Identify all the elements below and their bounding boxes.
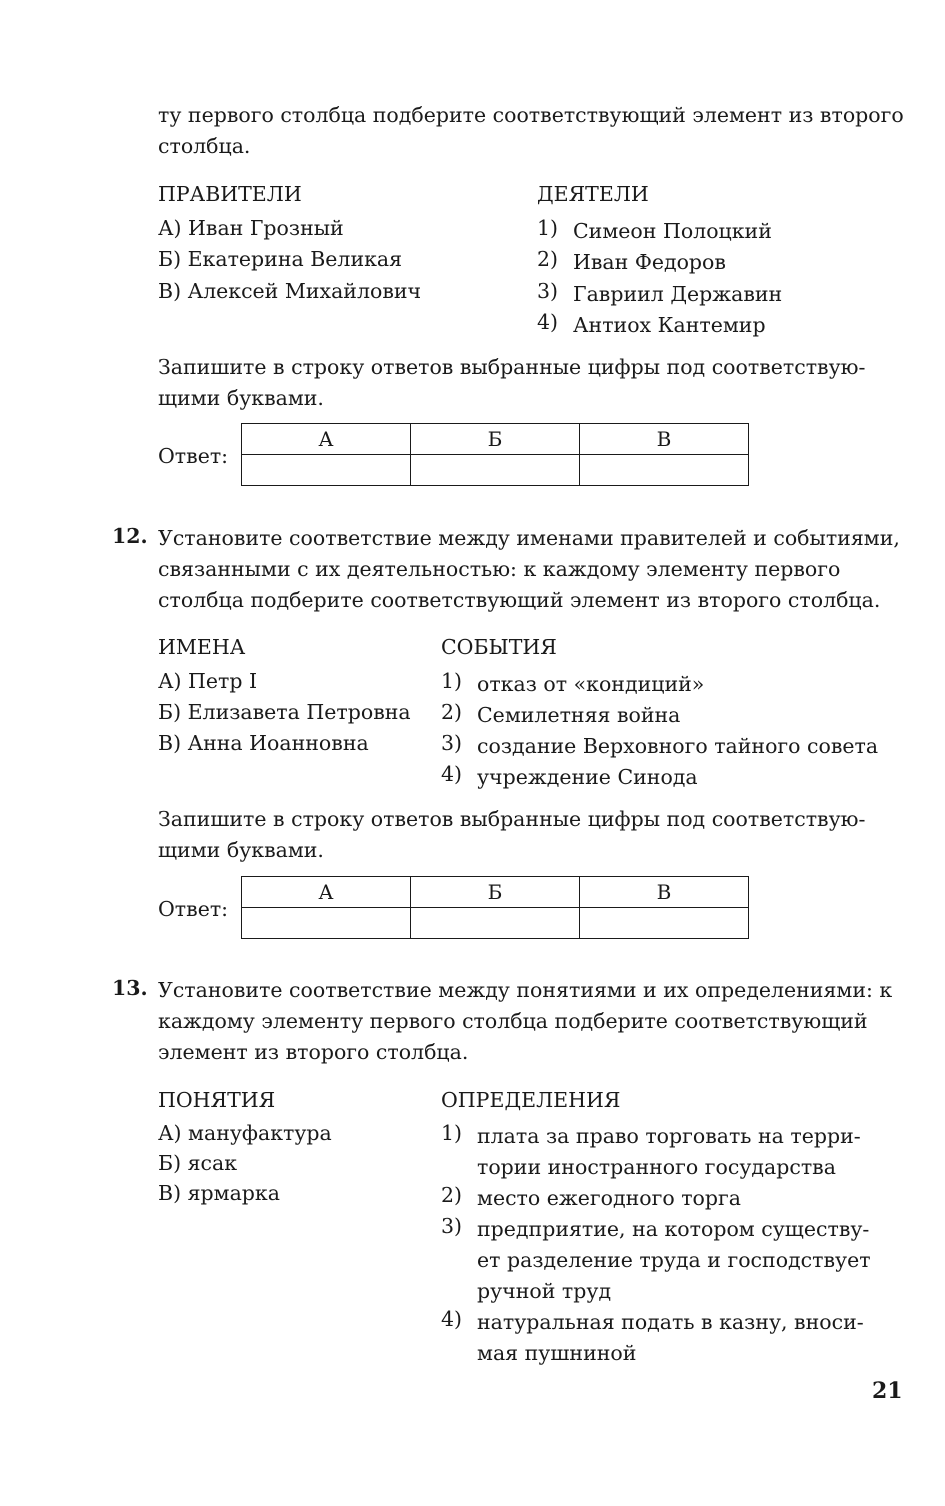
answer-col-header: Б <box>411 877 580 908</box>
q12-text <box>158 523 906 616</box>
answer-cell-c[interactable] <box>579 908 748 939</box>
item-number: 1) <box>441 669 463 693</box>
item-number: 2) <box>441 1183 463 1207</box>
q12-answer-table <box>241 876 749 939</box>
answer-col-header: А <box>242 424 411 455</box>
item-number: 3) <box>537 279 559 303</box>
answer-cell-b[interactable] <box>411 908 580 939</box>
q11-answer-label: Ответ: <box>158 444 229 468</box>
instruction-line2: щими буквами. <box>158 838 324 862</box>
q12-left-item: В) Анна Иоанновна <box>158 731 369 755</box>
answer-col-header: Б <box>411 424 580 455</box>
item-text-line: плата за право торговать на терри- <box>477 1124 861 1148</box>
item-text-line: тории иностранного государства <box>477 1155 836 1179</box>
q12-text-line1: Установите соответствие между именами правителей и событиями, <box>158 526 900 550</box>
item-number: 1) <box>537 216 559 240</box>
item-number: 3) <box>441 731 463 755</box>
answer-col-header: В <box>579 877 748 908</box>
item-text-line: ет разделение труда и господствует <box>477 1248 871 1272</box>
q11-intro-line2: столбца. <box>158 134 251 158</box>
item-number: 3) <box>441 1214 463 1238</box>
answer-cell-c[interactable] <box>579 455 748 486</box>
q11-answer-table <box>241 423 749 486</box>
item-number: 1) <box>441 1121 463 1145</box>
item-number: 4) <box>441 762 463 786</box>
q12-left-item: А) Петр I <box>158 669 258 693</box>
q11-instruction <box>158 352 906 414</box>
instruction-line2: щими буквами. <box>158 386 324 410</box>
q12-instruction <box>158 804 906 866</box>
item-number: 2) <box>441 700 463 724</box>
item-text: Антиох Кантемир <box>573 313 766 337</box>
q13-left-item: В) ярмарка <box>158 1181 280 1205</box>
item-text-line: мая пушниной <box>477 1341 637 1365</box>
q13-col2-header: ОПРЕДЕЛЕНИЯ <box>441 1088 621 1112</box>
q12-col1-header: ИМЕНА <box>158 635 246 659</box>
answer-cell-a[interactable] <box>242 908 411 939</box>
item-text: Иван Федоров <box>573 250 726 274</box>
q13-text-line2: каждому элементу первого столбца подберите соответствующий <box>158 1009 868 1033</box>
page-number: 21 <box>872 1378 903 1404</box>
item-text-line: предприятие, на котором существу- <box>477 1217 870 1241</box>
q13-text-line3: элемент из второго столбца. <box>158 1040 469 1064</box>
q12-col2-header: СОБЫТИЯ <box>441 635 557 659</box>
q13-left-item: Б) ясак <box>158 1151 238 1175</box>
q13-number: 13. <box>112 976 148 1000</box>
item-text-line: натуральная подать в казну, вноси- <box>477 1310 864 1334</box>
item-number: 2) <box>537 247 559 271</box>
q13-text-line1: Установите соответствие между понятиями и их определениями: к <box>158 978 893 1002</box>
item-text <box>477 1307 897 1369</box>
item-text <box>477 1214 897 1307</box>
q11-left-item: В) Алексей Михайлович <box>158 279 422 303</box>
item-text <box>477 1183 897 1214</box>
item-number: 4) <box>441 1307 463 1331</box>
answer-cell-b[interactable] <box>411 455 580 486</box>
q13-text <box>158 975 906 1068</box>
item-text-line: место ежегодного торга <box>477 1186 741 1210</box>
item-text: отказ от «кондиций» <box>477 672 705 696</box>
item-number: 4) <box>537 310 559 334</box>
item-text <box>477 1121 897 1183</box>
item-text: Симеон Полоцкий <box>573 219 772 243</box>
q12-left-item: Б) Елизавета Петровна <box>158 700 411 724</box>
q13-left-item: А) мануфактура <box>158 1121 332 1145</box>
q12-text-line3: столбца подберите соответствующий элемент из второго столбца. <box>158 588 881 612</box>
q11-intro <box>158 100 906 162</box>
item-text: Семилетняя война <box>477 703 681 727</box>
answer-col-header: А <box>242 877 411 908</box>
q13-col1-header: ПОНЯТИЯ <box>158 1088 276 1112</box>
item-text: создание Верховного тайного совета <box>477 734 879 758</box>
instruction-line1: Запишите в строку ответов выбранные цифры под соответствую- <box>158 807 866 831</box>
answer-cell-a[interactable] <box>242 455 411 486</box>
q11-col1-header: ПРАВИТЕЛИ <box>158 182 302 206</box>
q11-left-item: Б) Екатерина Великая <box>158 247 403 271</box>
q11-left-item: А) Иван Грозный <box>158 216 344 240</box>
q12-text-line2: связанными с их деятельностью: к каждому элементу первого <box>158 557 841 581</box>
q12-answer-label: Ответ: <box>158 897 229 921</box>
q11-intro-line1: ту первого столбца подберите соответствующий элемент из второго <box>158 103 904 127</box>
item-text-line: ручной труд <box>477 1279 612 1303</box>
item-text: учреждение Синода <box>477 765 698 789</box>
instruction-line1: Запишите в строку ответов выбранные цифры под соответствую- <box>158 355 866 379</box>
answer-col-header: В <box>579 424 748 455</box>
q12-number: 12. <box>112 524 148 548</box>
q11-col2-header: ДЕЯТЕЛИ <box>537 182 649 206</box>
item-text: Гавриил Державин <box>573 282 783 306</box>
